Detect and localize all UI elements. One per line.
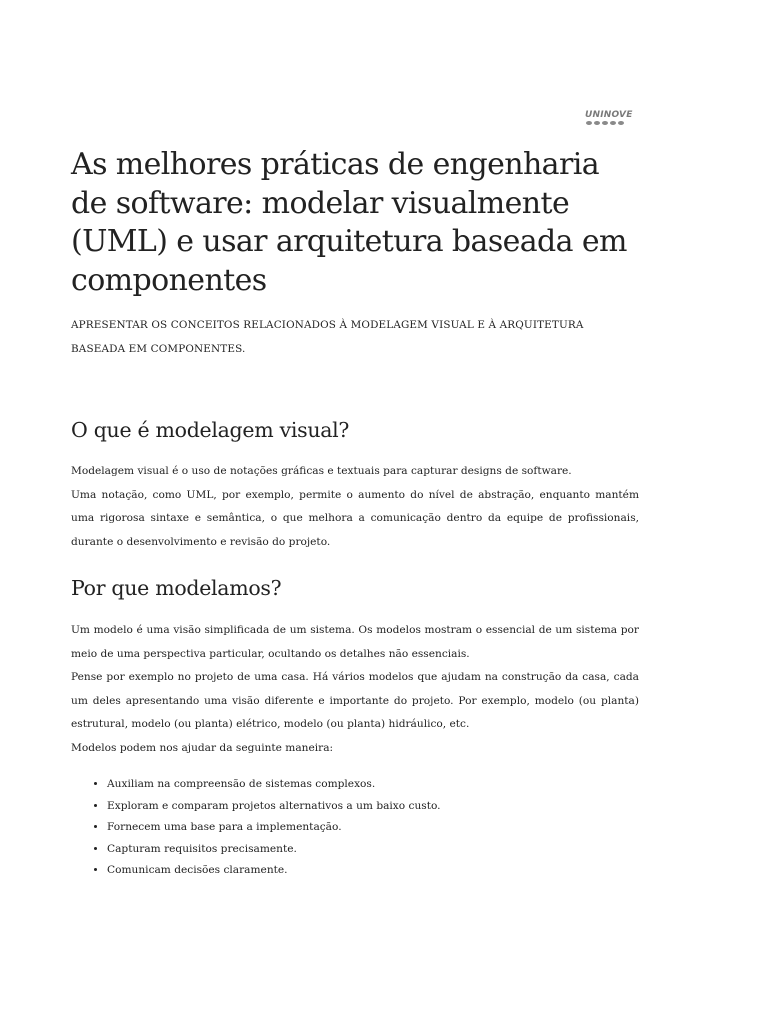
paragraph: Modelagem visual é o uso de notações gráficas e textuais para capturar designs de software. <box>71 465 572 477</box>
paragraph: Pense por exemplo no projeto de uma casa. Há vários modelos que ajudam na construção da casa, cada um deles apresentando uma visão diferente e importante do projeto. Por exemplo, modelo (ou planta) estrutural, modelo (ou planta) elétrico, modelo (ou planta) hidráulico, etc. <box>71 671 639 730</box>
section-heading-visual-modeling: O que é modelagem visual? <box>71 418 350 442</box>
uninove-logo <box>585 110 635 128</box>
logo-text: UNINOVE <box>585 110 633 120</box>
benefits-list <box>71 774 441 882</box>
list-item: • Auxiliam na compreensão de sistemas complexos. <box>107 774 441 796</box>
page-subtitle: APRESENTAR OS CONCEITOS RELACIONADOS À MODELAGEM VISUAL E À ARQUITETURA BASEADA EM COMPONENTES. <box>71 319 584 355</box>
list-item: • Capturam requisitos precisamente. <box>107 839 441 861</box>
list-item: • Comunicam decisões claramente. <box>107 860 441 882</box>
paragraph: Modelos podem nos ajudar da seguinte maneira: <box>71 741 334 754</box>
paragraph: Uma notação, como UML, por exemplo, permite o aumento do nível de abstração, enquanto mantém uma rigorosa sintaxe e semântica, o que melhora a comunicação dentro da equipe de profissionais, durante o desenvolvimento e revisão do projeto. <box>71 488 639 548</box>
section-body-why-model <box>71 619 639 760</box>
list-item: • Fornecem uma base para a implementação. <box>107 817 441 839</box>
paragraph: Um modelo é uma visão simplificada de um sistema. Os modelos mostram o essencial de um sistema por meio de uma perspectiva particular, ocultando os detalhes não essenciais. <box>71 624 639 660</box>
section-heading-why-model: Por que modelamos? <box>71 576 282 600</box>
page-title: As melhores práticas de engenharia de software: modelar visualmente (UML) e usar arquitetura baseada em componentes <box>71 147 627 298</box>
list-item: • Exploram e comparam projetos alternativos a um baixo custo. <box>107 796 441 818</box>
section-body-visual-modeling <box>71 460 639 554</box>
logo-dots <box>586 121 635 125</box>
